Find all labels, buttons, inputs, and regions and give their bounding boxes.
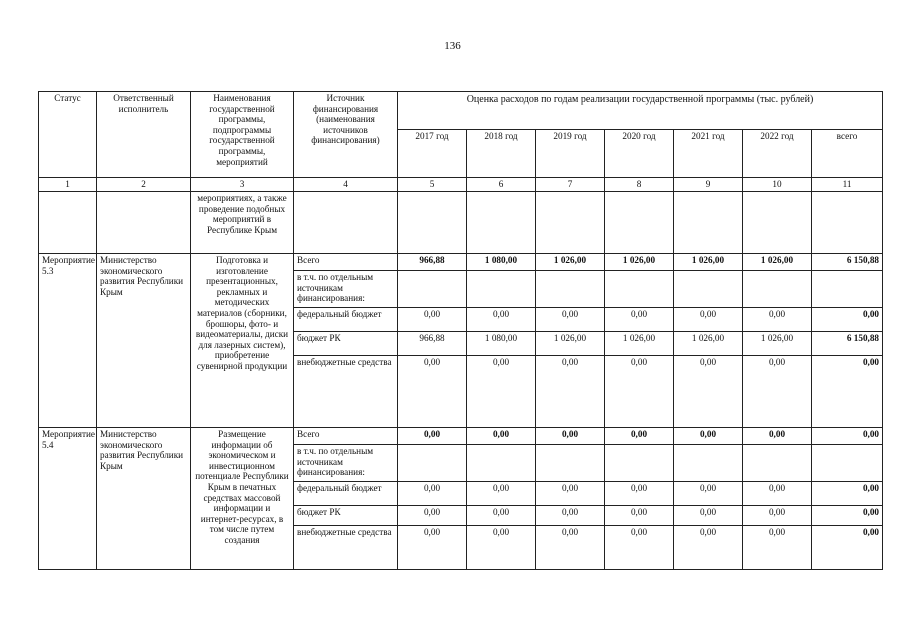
year-value: 1 026,00 bbox=[536, 254, 605, 271]
header-year: 2017 год bbox=[398, 130, 467, 178]
header-name: Наименования государственной программы, подпрограммы государственной программы, мероприятий bbox=[191, 92, 294, 178]
funding-source: бюджет РК bbox=[294, 506, 398, 526]
year-value: 0,00 bbox=[536, 526, 605, 570]
year-value: 966,88 bbox=[398, 254, 467, 271]
year-value: 0,00 bbox=[674, 506, 743, 526]
budget-table bbox=[38, 91, 883, 570]
funding-source: Всего bbox=[294, 428, 398, 445]
year-value: 1 080,00 bbox=[467, 332, 536, 356]
year-value: 0,00 bbox=[674, 482, 743, 506]
year-value bbox=[743, 445, 812, 482]
measure-name: Подготовка и изготовление презентационных, рекламных и методических материалов (сборники, брошюры, фото- и видеоматериалы, диски для лазерных систем), приобретение сувенирной продукции bbox=[191, 254, 294, 428]
table-row bbox=[39, 428, 883, 445]
total-value: 0,00 bbox=[812, 428, 883, 445]
empty-cell bbox=[39, 192, 97, 254]
year-value: 0,00 bbox=[674, 428, 743, 445]
funding-source: бюджет РК bbox=[294, 332, 398, 356]
year-value: 1 026,00 bbox=[674, 332, 743, 356]
year-value: 0,00 bbox=[743, 356, 812, 428]
total-value bbox=[812, 445, 883, 482]
measure-executor: Министерство экономического развития Республики Крым bbox=[97, 428, 191, 570]
total-value: 0,00 bbox=[812, 308, 883, 332]
total-value: 0,00 bbox=[812, 356, 883, 428]
empty-cell bbox=[398, 192, 467, 254]
header-executor: Ответственный исполнитель bbox=[97, 92, 191, 178]
year-value: 1 026,00 bbox=[605, 332, 674, 356]
year-value: 0,00 bbox=[467, 526, 536, 570]
col-number: 6 bbox=[467, 178, 536, 192]
year-value: 0,00 bbox=[467, 308, 536, 332]
measures-body bbox=[39, 254, 883, 570]
header-year: 2021 год bbox=[674, 130, 743, 178]
year-value: 966,88 bbox=[398, 332, 467, 356]
year-value: 0,00 bbox=[674, 308, 743, 332]
col-number: 8 bbox=[605, 178, 674, 192]
header-year: 2022 год bbox=[743, 130, 812, 178]
measure-executor: Министерство экономического развития Республики Крым bbox=[97, 254, 191, 428]
year-value: 0,00 bbox=[536, 308, 605, 332]
year-value bbox=[398, 271, 467, 308]
empty-cell bbox=[743, 192, 812, 254]
year-value bbox=[674, 445, 743, 482]
year-value: 0,00 bbox=[398, 526, 467, 570]
year-value: 0,00 bbox=[743, 308, 812, 332]
measure-status: Мероприятие 5.3 bbox=[39, 254, 97, 428]
empty-cell bbox=[294, 192, 398, 254]
year-value: 1 026,00 bbox=[743, 254, 812, 271]
continuation-text: мероприятиях, а также проведение подобных мероприятий в Республике Крым bbox=[191, 192, 294, 254]
year-value: 0,00 bbox=[743, 482, 812, 506]
funding-source: внебюджетные средства bbox=[294, 526, 398, 570]
year-value bbox=[674, 271, 743, 308]
year-value: 0,00 bbox=[536, 482, 605, 506]
year-value: 0,00 bbox=[605, 482, 674, 506]
table-row bbox=[39, 254, 883, 271]
year-value: 0,00 bbox=[398, 506, 467, 526]
empty-cell bbox=[97, 192, 191, 254]
year-value: 0,00 bbox=[674, 526, 743, 570]
year-value: 0,00 bbox=[467, 482, 536, 506]
year-value: 0,00 bbox=[743, 506, 812, 526]
measure-name: Размещение информации об экономическом и инвестиционном потенциале Республики Крым в печатных средствах массовой информации и интернет-ресурсах, в том числе путем создания bbox=[191, 428, 294, 570]
year-value: 0,00 bbox=[467, 356, 536, 428]
year-value: 0,00 bbox=[743, 428, 812, 445]
total-value: 0,00 bbox=[812, 526, 883, 570]
empty-cell bbox=[467, 192, 536, 254]
year-value: 0,00 bbox=[398, 356, 467, 428]
funding-source: Всего bbox=[294, 254, 398, 271]
total-value: 6 150,88 bbox=[812, 254, 883, 271]
year-value bbox=[605, 445, 674, 482]
header-estimate: Оценка расходов по годам реализации государственной программы (тыс. рублей) bbox=[398, 92, 883, 130]
col-number: 4 bbox=[294, 178, 398, 192]
col-number: 7 bbox=[536, 178, 605, 192]
year-value bbox=[536, 445, 605, 482]
year-value: 0,00 bbox=[467, 428, 536, 445]
header-status: Статус bbox=[39, 92, 97, 178]
header-total: всего bbox=[812, 130, 883, 178]
measure-status: Мероприятие 5.4 bbox=[39, 428, 97, 570]
col-number: 11 bbox=[812, 178, 883, 192]
year-value bbox=[743, 271, 812, 308]
year-value: 0,00 bbox=[536, 428, 605, 445]
year-value: 0,00 bbox=[743, 526, 812, 570]
year-value: 0,00 bbox=[605, 356, 674, 428]
year-value: 0,00 bbox=[605, 526, 674, 570]
year-value bbox=[605, 271, 674, 308]
year-value: 0,00 bbox=[536, 506, 605, 526]
col-number: 2 bbox=[97, 178, 191, 192]
empty-cell bbox=[536, 192, 605, 254]
year-value: 0,00 bbox=[536, 356, 605, 428]
year-value: 1 026,00 bbox=[674, 254, 743, 271]
funding-source: федеральный бюджет bbox=[294, 482, 398, 506]
empty-cell bbox=[812, 192, 883, 254]
year-value: 0,00 bbox=[605, 308, 674, 332]
header-year: 2019 год bbox=[536, 130, 605, 178]
header-year: 2018 год bbox=[467, 130, 536, 178]
year-value: 0,00 bbox=[605, 428, 674, 445]
col-number: 5 bbox=[398, 178, 467, 192]
year-value: 0,00 bbox=[674, 356, 743, 428]
year-value bbox=[467, 445, 536, 482]
header-source: Источник финансирования (наименования источников финансирования) bbox=[294, 92, 398, 178]
total-value: 0,00 bbox=[812, 506, 883, 526]
empty-cell bbox=[674, 192, 743, 254]
col-number: 3 bbox=[191, 178, 294, 192]
year-value bbox=[536, 271, 605, 308]
col-number: 1 bbox=[39, 178, 97, 192]
total-value: 6 150,88 bbox=[812, 332, 883, 356]
year-value: 0,00 bbox=[605, 506, 674, 526]
total-value: 0,00 bbox=[812, 482, 883, 506]
year-value: 1 026,00 bbox=[536, 332, 605, 356]
funding-source: в т.ч. по отдельным источникам финансирования: bbox=[294, 445, 398, 482]
year-value: 0,00 bbox=[398, 308, 467, 332]
year-value bbox=[398, 445, 467, 482]
page-number: 136 bbox=[444, 40, 461, 52]
year-value bbox=[467, 271, 536, 308]
funding-source: в т.ч. по отдельным источникам финансирования: bbox=[294, 271, 398, 308]
year-value: 0,00 bbox=[467, 506, 536, 526]
year-value: 0,00 bbox=[398, 482, 467, 506]
year-value: 1 026,00 bbox=[743, 332, 812, 356]
header-year: 2020 год bbox=[605, 130, 674, 178]
total-value bbox=[812, 271, 883, 308]
year-value: 0,00 bbox=[398, 428, 467, 445]
empty-cell bbox=[605, 192, 674, 254]
funding-source: федеральный бюджет bbox=[294, 308, 398, 332]
funding-source: внебюджетные средства bbox=[294, 356, 398, 428]
year-value: 1 080,00 bbox=[467, 254, 536, 271]
col-number: 10 bbox=[743, 178, 812, 192]
col-number: 9 bbox=[674, 178, 743, 192]
year-value: 1 026,00 bbox=[605, 254, 674, 271]
